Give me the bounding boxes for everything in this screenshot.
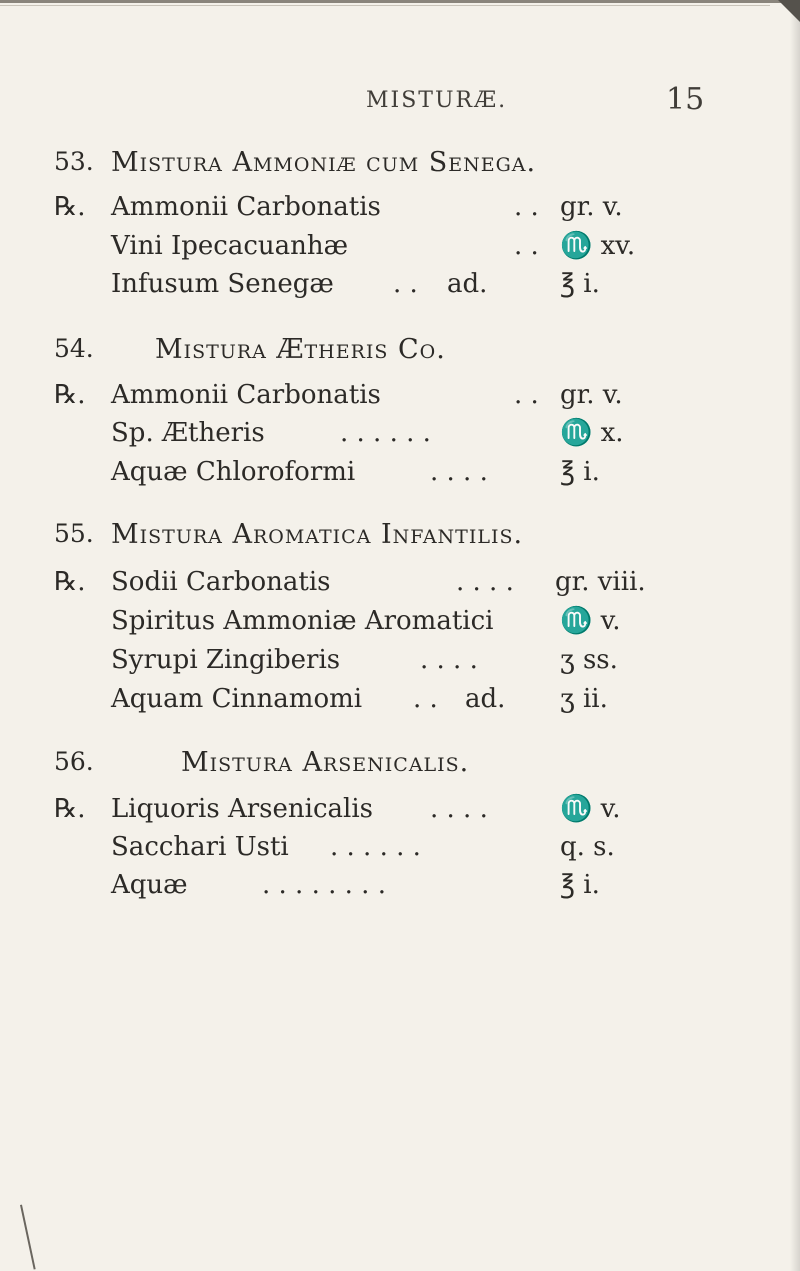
recipe-53-header — [0, 147, 800, 187]
recipe-sign: ℞. — [54, 794, 86, 824]
quantity: ♏ xv. — [560, 231, 636, 261]
quantity: ℥ i. — [560, 269, 600, 299]
ingredient-row — [0, 192, 800, 230]
dot-leader: . . . . — [430, 794, 488, 824]
ingredient-row — [0, 870, 800, 908]
ingredient-row — [0, 269, 800, 307]
page-top-edge-line — [0, 5, 770, 6]
recipe-sign: ℞. — [54, 192, 86, 222]
ingredient-row — [0, 794, 800, 832]
ingredient-name: Sodii Carbonatis — [111, 567, 331, 597]
dot-leader: . . — [514, 192, 539, 222]
recipe-number: 55. — [54, 519, 94, 548]
ingredient-name: Sacchari Usti — [111, 832, 289, 862]
ingredient-name: Ammonii Carbonatis — [111, 380, 381, 410]
dot-leader: . . — [413, 684, 438, 714]
quantity: ʒ ss. — [560, 645, 618, 675]
recipe-56-header — [0, 747, 800, 787]
recipe-title: Mistura Arsenicalis. — [181, 747, 470, 778]
recipe-title: Mistura Ætheris Co. — [155, 334, 446, 365]
ingredient-row — [0, 567, 800, 605]
recipe-54-header — [0, 334, 800, 374]
ingredient-name: Aquæ — [111, 870, 188, 900]
recipe-55-header — [0, 519, 800, 559]
quantity: ℥ i. — [560, 870, 600, 900]
page-top-edge — [0, 0, 790, 3]
ingredient-row — [0, 418, 800, 456]
page-header — [0, 82, 800, 122]
running-title: MISTURÆ. — [366, 88, 508, 113]
quantity: ℥ i. — [560, 457, 600, 487]
recipe-sign: ℞. — [54, 380, 86, 410]
dot-leader: . . . . . . — [330, 832, 421, 862]
dot-leader: . . . . — [456, 567, 514, 597]
ingredient-name: Ammonii Carbonatis — [111, 192, 381, 222]
folded-corner — [778, 0, 800, 22]
recipe-title: Mistura Ammoniæ cum Senega. — [111, 147, 537, 178]
quantity: gr. viii. — [555, 567, 646, 597]
quantity: ♏ v. — [560, 794, 621, 824]
quantity-prefix: ad. — [447, 269, 488, 299]
quantity: q. s. — [560, 832, 615, 862]
ingredient-row — [0, 606, 800, 644]
recipe-number: 53. — [54, 147, 94, 176]
quantity: ♏ v. — [560, 606, 621, 636]
ingredient-row — [0, 380, 800, 418]
dot-leader: . . — [514, 380, 539, 410]
page-number: 15 — [666, 82, 705, 117]
ingredient-name: Vini Ipecacuanhæ — [111, 231, 349, 261]
ingredient-name: Infusum Senegæ — [111, 269, 334, 299]
ingredient-row — [0, 457, 800, 495]
quantity: gr. v. — [560, 380, 623, 410]
ingredient-row — [0, 231, 800, 269]
ingredient-name: Syrupi Zingiberis — [111, 645, 341, 675]
margin-mark — [20, 1205, 36, 1270]
recipe-title: Mistura Aromatica Infantilis. — [111, 519, 524, 550]
quantity: gr. v. — [560, 192, 623, 222]
ingredient-name: Spiritus Ammoniæ Aromatici — [111, 606, 494, 636]
ingredient-name: Aquam Cinnamomi — [111, 684, 363, 714]
dot-leader: . . . . — [430, 457, 488, 487]
recipe-sign: ℞. — [54, 567, 86, 597]
ingredient-row — [0, 684, 800, 722]
dot-leader: . . . . . . . . — [262, 870, 386, 900]
ingredient-name: Liquoris Arsenicalis — [111, 794, 374, 824]
ingredient-name: Aquæ Chloroformi — [111, 457, 356, 487]
ingredient-name: Sp. Ætheris — [111, 418, 265, 448]
quantity-prefix: ad. — [465, 684, 506, 714]
recipe-number: 54. — [54, 334, 94, 363]
ingredient-row — [0, 645, 800, 683]
dot-leader: . . . . — [420, 645, 478, 675]
dot-leader: . . — [393, 269, 418, 299]
quantity: ♏ x. — [560, 418, 624, 448]
ingredient-row — [0, 832, 800, 870]
quantity: ʒ ii. — [560, 684, 608, 714]
dot-leader: . . . . . . — [340, 418, 431, 448]
dot-leader: . . — [514, 231, 539, 261]
recipe-number: 56. — [54, 747, 94, 776]
